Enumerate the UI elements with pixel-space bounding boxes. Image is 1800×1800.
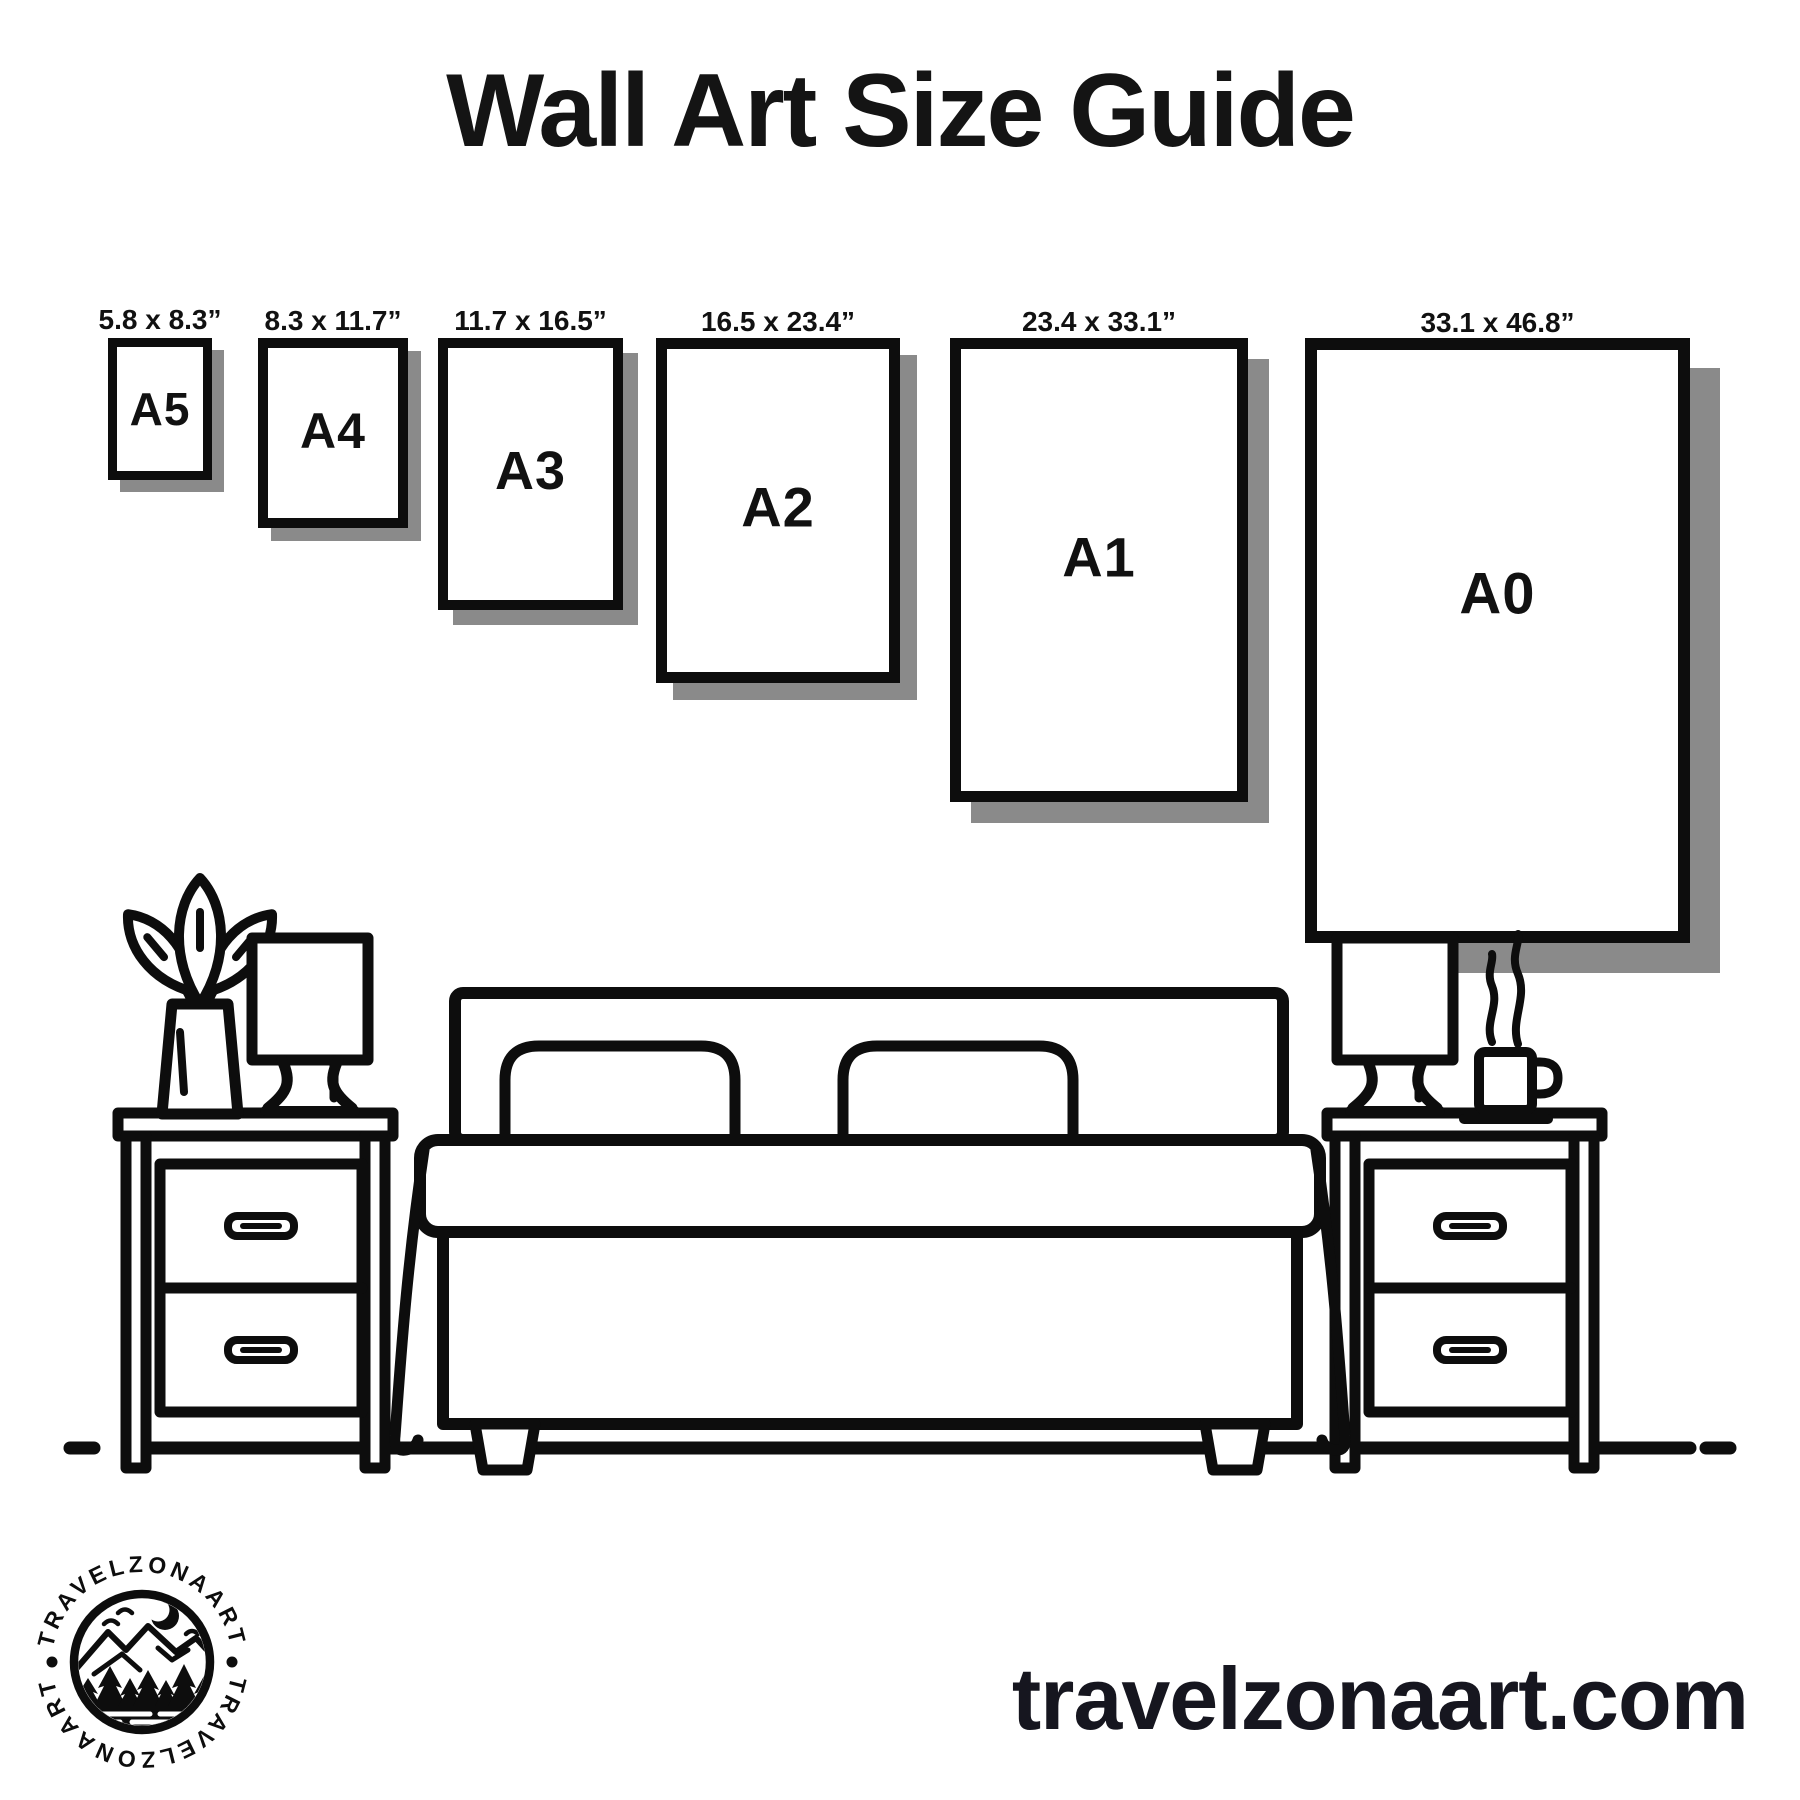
steam-icon <box>1490 934 1521 1044</box>
nightstand-left-icon <box>118 1113 393 1468</box>
size-dimensions-label: 23.4 x 33.1” <box>1021 306 1177 337</box>
website-url: travelzonaart.com <box>1011 1649 1748 1748</box>
size-code-label: A1 <box>1062 525 1136 589</box>
size-code-label: A2 <box>741 475 815 539</box>
size-code-label: A5 <box>129 383 191 435</box>
lamp-left-icon <box>252 938 368 1111</box>
size-code-label: A4 <box>300 403 366 460</box>
size-dimensions-label: 8.3 x 11.7” <box>264 305 402 336</box>
bed-icon <box>395 993 1346 1470</box>
logo-arc-text-top: TRAVELZONAART <box>32 1550 252 1650</box>
brand-logo <box>32 1551 251 1774</box>
logo-arc-text-bottom: TRAVELZONAART <box>32 1674 252 1774</box>
size-dimensions-label: 33.1 x 46.8” <box>1420 307 1575 338</box>
size-code-label: A3 <box>494 441 567 502</box>
lamp-right-icon <box>1337 938 1453 1111</box>
coffee-cup-icon <box>1464 934 1558 1119</box>
size-dimensions-label: 16.5 x 23.4” <box>700 306 856 337</box>
size-code-label: A0 <box>1459 561 1536 627</box>
size-dimensions-label: 5.8 x 8.3” <box>98 304 222 335</box>
nightstand-right-icon <box>1327 1113 1602 1468</box>
size-dimensions-label: 11.7 x 16.5” <box>454 305 607 336</box>
logo-dot-right <box>227 1657 238 1668</box>
logo-dot-left <box>47 1657 58 1668</box>
page-title: Wall Art Size Guide <box>446 53 1354 169</box>
